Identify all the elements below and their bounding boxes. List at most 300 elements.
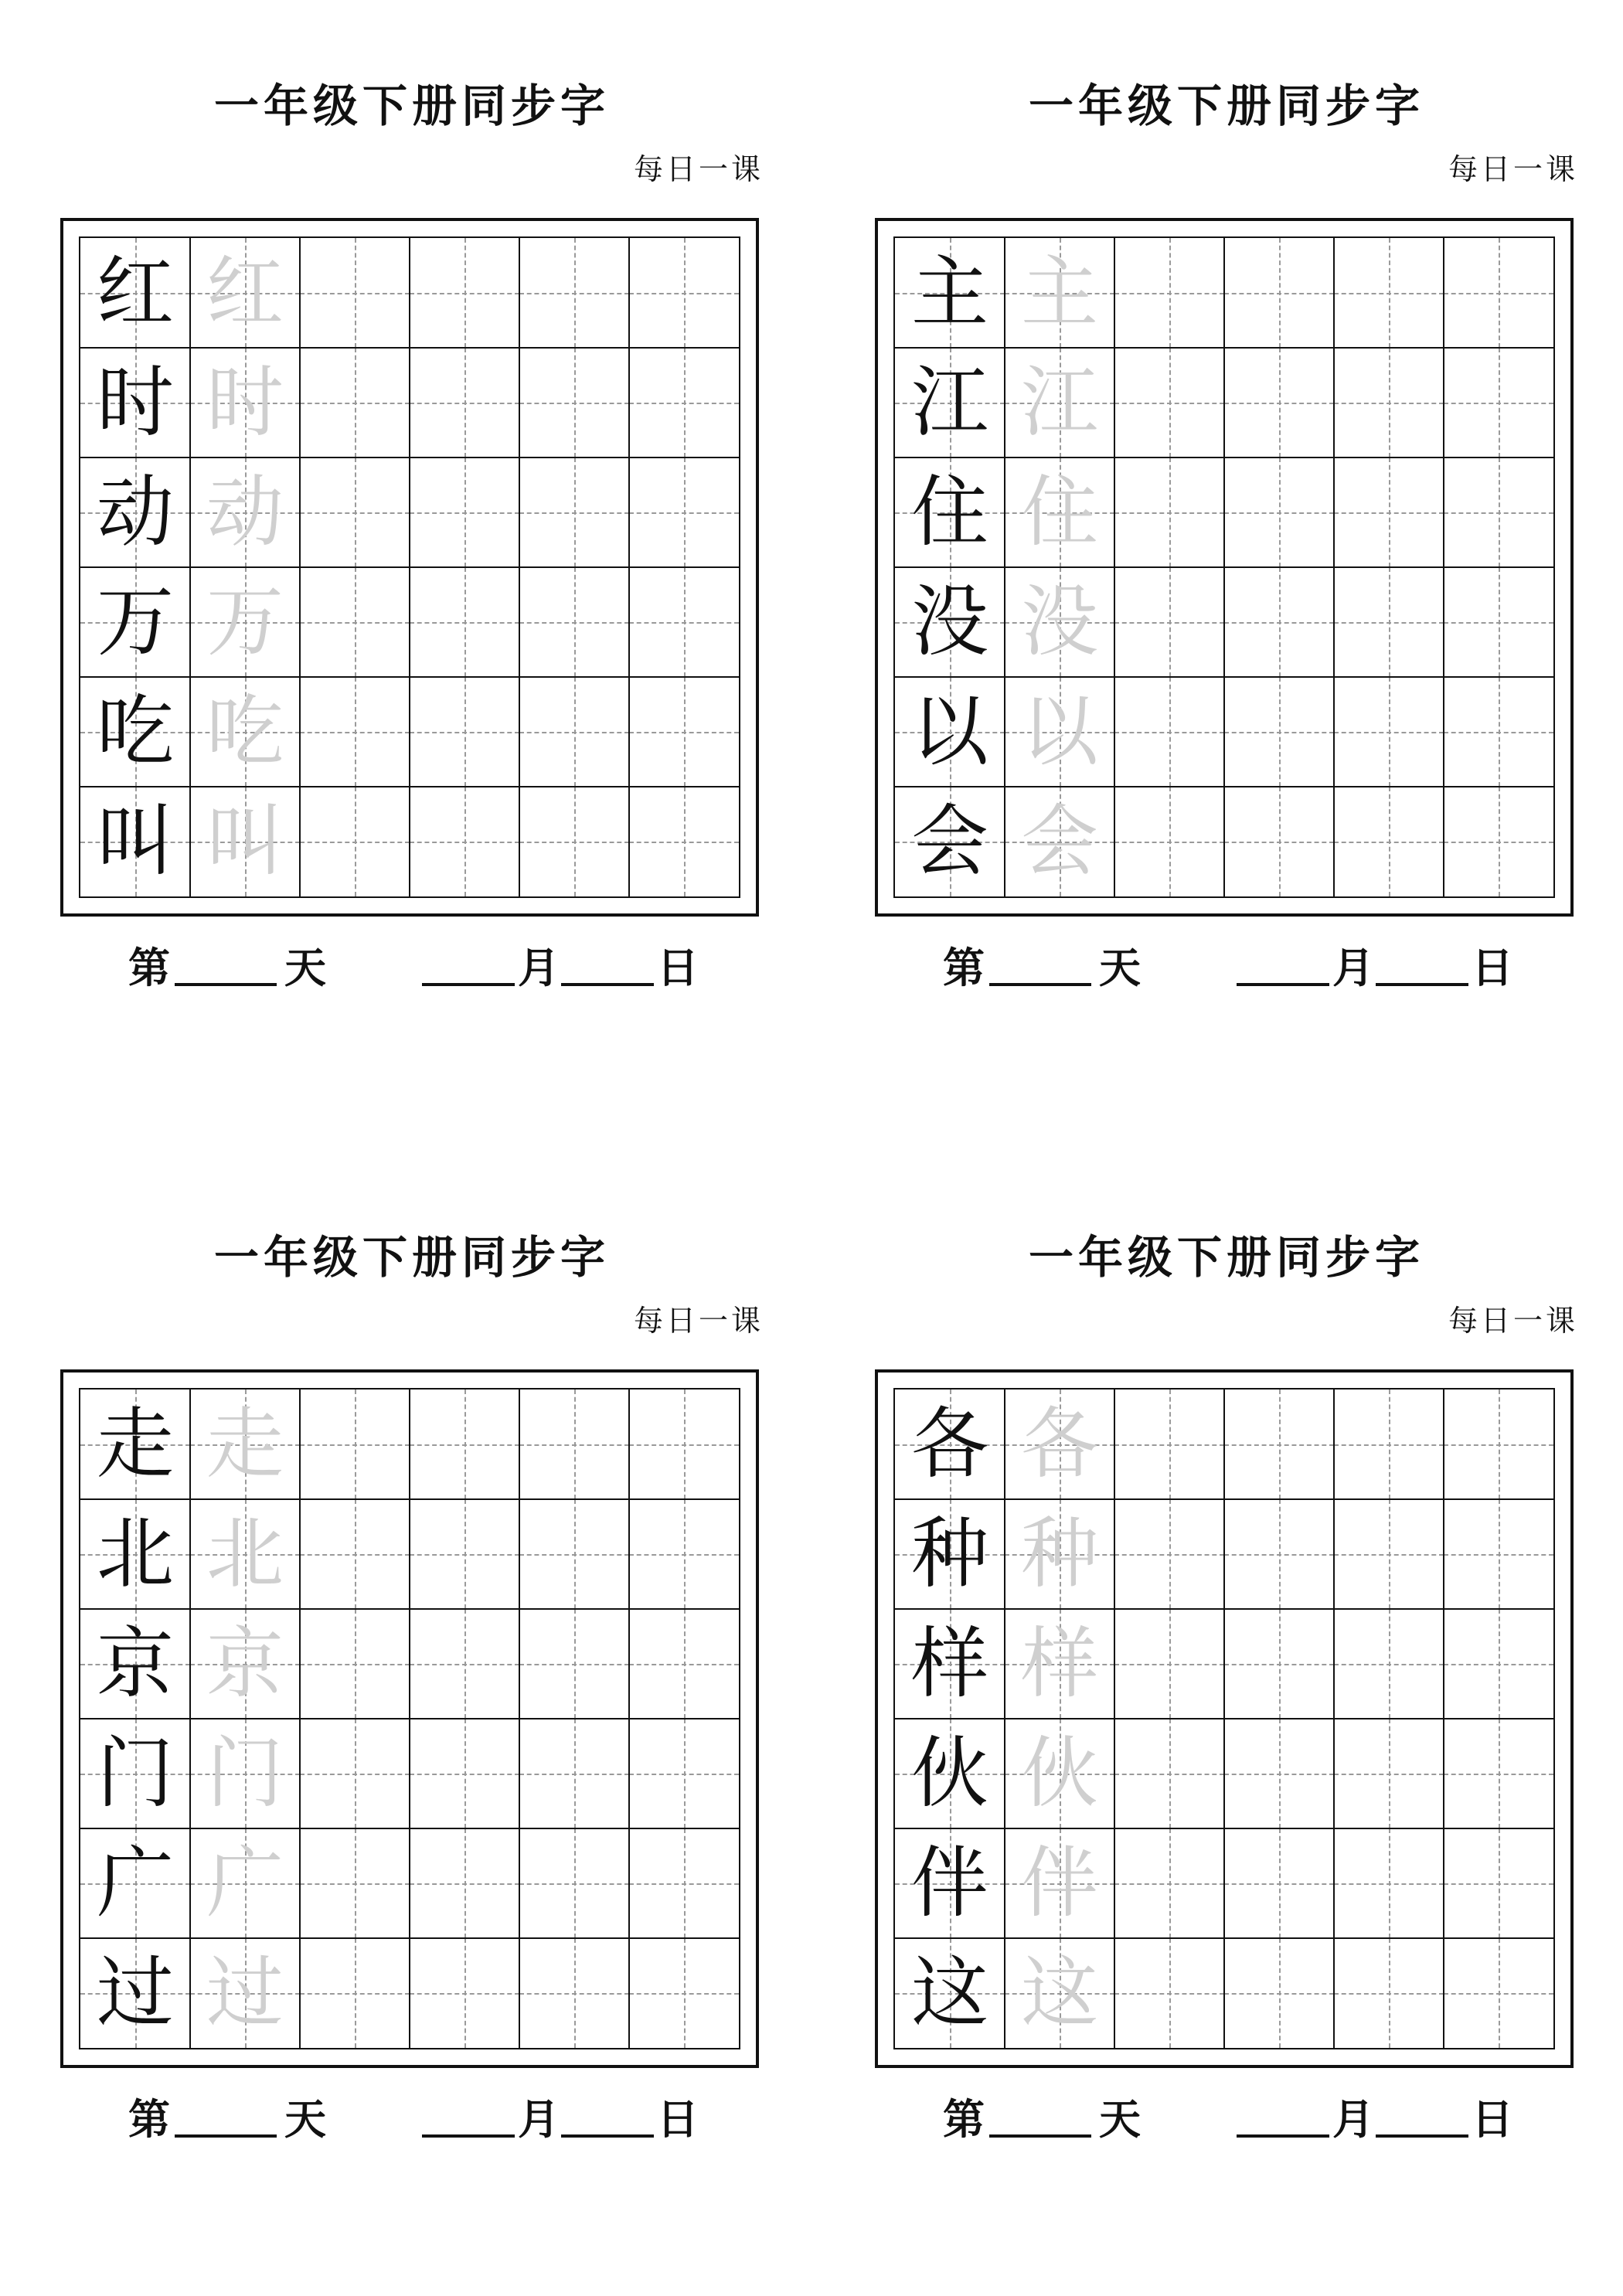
guide-line-horizontal — [1114, 1993, 1224, 1995]
date-footer — [875, 935, 1578, 992]
writing-cell[interactable] — [629, 567, 739, 677]
writing-cell[interactable] — [1114, 1499, 1224, 1609]
writing-cell[interactable] — [1444, 1828, 1553, 1938]
writing-cell[interactable] — [300, 457, 410, 567]
practice-grid — [79, 236, 740, 898]
guide-line-horizontal — [1444, 842, 1553, 843]
month-blank[interactable] — [422, 2134, 515, 2138]
model-character: 走 — [97, 1399, 174, 1489]
practice-grid-frame — [60, 218, 759, 917]
day-prefix-label: 第 — [943, 943, 985, 992]
writing-cell[interactable] — [1224, 1499, 1334, 1609]
date-blank[interactable] — [561, 983, 654, 986]
writing-cell[interactable] — [1114, 1828, 1224, 1938]
writing-cell[interactable] — [519, 1719, 629, 1828]
trace-character: 各 — [1021, 1399, 1098, 1489]
writing-cell[interactable] — [1334, 1390, 1444, 1499]
model-cell — [80, 787, 190, 896]
trace-character: 主 — [1021, 247, 1098, 338]
writing-cell[interactable] — [1334, 1719, 1444, 1828]
writing-cell[interactable] — [1334, 677, 1444, 787]
guide-line-horizontal — [1114, 512, 1224, 514]
trace-character: 红 — [206, 247, 284, 338]
model-cell — [80, 1938, 190, 2048]
writing-cell[interactable] — [300, 1609, 410, 1719]
date-footer — [60, 2087, 764, 2144]
guide-line-horizontal — [1334, 1774, 1444, 1775]
guide-line-horizontal — [300, 732, 410, 733]
trace-character: 京 — [206, 1618, 284, 1709]
guide-line-horizontal — [1114, 622, 1224, 624]
guide-line-horizontal — [410, 293, 519, 294]
writing-cell[interactable] — [300, 1499, 410, 1609]
guide-line-horizontal — [300, 1774, 410, 1775]
writing-cell[interactable] — [410, 1499, 519, 1609]
model-cell — [895, 1499, 1005, 1609]
trace-cell[interactable] — [1005, 1828, 1114, 1938]
guide-line-horizontal — [519, 1554, 629, 1556]
writing-cell[interactable] — [410, 457, 519, 567]
model-cell — [80, 348, 190, 457]
writing-cell[interactable] — [1114, 1938, 1224, 2048]
month-blank[interactable] — [1237, 2134, 1329, 2138]
trace-cell[interactable] — [1005, 567, 1114, 677]
day-suffix-label: 天 — [1099, 2094, 1141, 2144]
guide-line-horizontal — [410, 403, 519, 404]
model-character: 住 — [911, 467, 988, 557]
model-cell — [80, 1499, 190, 1609]
practice-grid-frame — [60, 1369, 759, 2068]
day-suffix-label: 天 — [284, 2094, 326, 2144]
guide-line-horizontal — [410, 1554, 519, 1556]
trace-cell[interactable] — [190, 238, 300, 348]
sheet-title: 一年级下册同步字 — [1028, 80, 1424, 132]
practice-grid-frame — [875, 1369, 1574, 2068]
writing-cell[interactable] — [1224, 1609, 1334, 1719]
writing-cell[interactable] — [410, 1609, 519, 1719]
day-suffix-label: 天 — [284, 943, 326, 992]
model-cell — [895, 1938, 1005, 2048]
writing-cell[interactable] — [519, 457, 629, 567]
guide-line-horizontal — [410, 1444, 519, 1446]
trace-cell[interactable] — [190, 677, 300, 787]
sheet-title: 一年级下册同步字 — [213, 80, 610, 132]
guide-line-horizontal — [1114, 1774, 1224, 1775]
writing-cell[interactable] — [1114, 1390, 1224, 1499]
model-character: 动 — [97, 467, 174, 557]
writing-cell[interactable] — [1224, 1828, 1334, 1938]
sheet-subtitle: 每日一课 — [633, 1304, 764, 1338]
trace-cell[interactable] — [190, 1719, 300, 1828]
writing-cell[interactable] — [1444, 787, 1553, 896]
writing-cell[interactable] — [629, 1719, 739, 1828]
writing-cell[interactable] — [629, 1499, 739, 1609]
guide-line-horizontal — [410, 1774, 519, 1775]
trace-character: 伴 — [1021, 1838, 1098, 1928]
writing-cell[interactable] — [1444, 1719, 1553, 1828]
trace-cell[interactable] — [1005, 787, 1114, 896]
trace-cell[interactable] — [1005, 1390, 1114, 1499]
writing-cell[interactable] — [1444, 238, 1553, 348]
writing-cell[interactable] — [1114, 567, 1224, 677]
guide-line-horizontal — [519, 1774, 629, 1775]
trace-character: 万 — [206, 577, 284, 667]
writing-cell[interactable] — [1444, 1938, 1553, 2048]
trace-character: 吃 — [206, 686, 284, 777]
model-character: 门 — [97, 1728, 174, 1818]
day-number-blank[interactable] — [175, 983, 277, 986]
writing-cell[interactable] — [410, 1828, 519, 1938]
model-character: 万 — [97, 577, 174, 667]
guide-line-horizontal — [410, 1993, 519, 1995]
model-cell — [895, 1390, 1005, 1499]
trace-cell[interactable] — [190, 1828, 300, 1938]
trace-cell[interactable] — [1005, 348, 1114, 457]
month-blank[interactable] — [1237, 983, 1329, 986]
guide-line-horizontal — [519, 1883, 629, 1885]
model-character: 北 — [97, 1509, 174, 1599]
model-cell — [80, 1828, 190, 1938]
writing-cell[interactable] — [1114, 1719, 1224, 1828]
trace-cell[interactable] — [1005, 238, 1114, 348]
writing-cell[interactable] — [1444, 1390, 1553, 1499]
guide-line-horizontal — [629, 1664, 739, 1665]
writing-cell[interactable] — [1224, 567, 1334, 677]
date-blank[interactable] — [561, 2134, 654, 2138]
model-character: 广 — [97, 1838, 174, 1928]
guide-line-horizontal — [1334, 1883, 1444, 1885]
writing-cell[interactable] — [300, 677, 410, 787]
trace-character: 种 — [1021, 1509, 1098, 1599]
guide-line-horizontal — [1444, 1774, 1553, 1775]
writing-cell[interactable] — [519, 238, 629, 348]
writing-cell[interactable] — [519, 567, 629, 677]
date-label: 日 — [657, 2094, 699, 2144]
writing-cell[interactable] — [300, 1938, 410, 2048]
trace-character: 伙 — [1021, 1728, 1098, 1818]
model-character: 江 — [911, 357, 988, 447]
guide-line-horizontal — [1224, 1554, 1334, 1556]
guide-line-horizontal — [1114, 403, 1224, 404]
writing-cell[interactable] — [629, 1828, 739, 1938]
writing-cell[interactable] — [410, 787, 519, 896]
date-label: 日 — [1472, 2094, 1513, 2144]
trace-cell[interactable] — [190, 348, 300, 457]
writing-cell[interactable] — [1444, 567, 1553, 677]
model-character: 种 — [911, 1509, 988, 1599]
day-prefix-label: 第 — [128, 943, 170, 992]
trace-cell[interactable] — [1005, 1719, 1114, 1828]
guide-line-horizontal — [410, 842, 519, 843]
guide-line-horizontal — [1224, 622, 1334, 624]
guide-line-horizontal — [1224, 732, 1334, 733]
date-footer — [875, 2087, 1578, 2144]
model-character: 伙 — [911, 1728, 988, 1818]
guide-line-horizontal — [629, 1554, 739, 1556]
guide-line-horizontal — [300, 1993, 410, 1995]
guide-line-horizontal — [1334, 842, 1444, 843]
guide-line-horizontal — [629, 732, 739, 733]
writing-cell[interactable] — [1114, 677, 1224, 787]
model-character: 叫 — [97, 796, 174, 886]
writing-cell[interactable] — [629, 677, 739, 787]
writing-cell[interactable] — [1224, 238, 1334, 348]
sheet-title: 一年级下册同步字 — [213, 1231, 610, 1284]
model-character: 这 — [911, 1947, 988, 2038]
writing-cell[interactable] — [1224, 348, 1334, 457]
practice-grid-frame — [875, 218, 1574, 917]
guide-line-horizontal — [519, 293, 629, 294]
guide-line-horizontal — [519, 622, 629, 624]
writing-cell[interactable] — [1444, 1609, 1553, 1719]
trace-character: 叫 — [206, 796, 284, 886]
writing-cell[interactable] — [1224, 1719, 1334, 1828]
writing-cell[interactable] — [629, 787, 739, 896]
writing-cell[interactable] — [629, 1609, 739, 1719]
writing-cell[interactable] — [410, 1719, 519, 1828]
writing-cell[interactable] — [300, 1828, 410, 1938]
writing-cell[interactable] — [1334, 1609, 1444, 1719]
guide-line-horizontal — [410, 622, 519, 624]
date-blank[interactable] — [1376, 983, 1468, 986]
writing-cell[interactable] — [410, 348, 519, 457]
writing-cell[interactable] — [519, 677, 629, 787]
trace-cell[interactable] — [190, 567, 300, 677]
writing-cell[interactable] — [519, 348, 629, 457]
writing-cell[interactable] — [300, 787, 410, 896]
sheet-title: 一年级下册同步字 — [1028, 1231, 1424, 1284]
model-cell — [80, 567, 190, 677]
guide-line-horizontal — [519, 512, 629, 514]
writing-cell[interactable] — [300, 348, 410, 457]
trace-cell[interactable] — [1005, 1938, 1114, 2048]
writing-cell[interactable] — [629, 348, 739, 457]
model-cell — [895, 238, 1005, 348]
trace-character: 门 — [206, 1728, 284, 1818]
model-character: 没 — [911, 577, 988, 667]
model-cell — [80, 457, 190, 567]
guide-line-horizontal — [1224, 1883, 1334, 1885]
day-number-blank[interactable] — [989, 2134, 1091, 2138]
writing-cell[interactable] — [300, 1719, 410, 1828]
writing-cell[interactable] — [1334, 1938, 1444, 2048]
writing-cell[interactable] — [1114, 348, 1224, 457]
trace-character: 过 — [206, 1947, 284, 2038]
guide-line-horizontal — [519, 1664, 629, 1665]
guide-line-horizontal — [1334, 622, 1444, 624]
trace-character: 广 — [206, 1838, 284, 1928]
trace-character: 时 — [206, 357, 284, 447]
writing-cell[interactable] — [629, 457, 739, 567]
writing-cell[interactable] — [410, 567, 519, 677]
model-cell — [895, 1719, 1005, 1828]
writing-cell[interactable] — [1334, 238, 1444, 348]
guide-line-horizontal — [629, 622, 739, 624]
guide-line-horizontal — [1224, 1993, 1334, 1995]
model-cell — [895, 1828, 1005, 1938]
model-character: 时 — [97, 357, 174, 447]
writing-cell[interactable] — [519, 1609, 629, 1719]
guide-line-horizontal — [629, 842, 739, 843]
trace-character: 住 — [1021, 467, 1098, 557]
guide-line-horizontal — [1444, 403, 1553, 404]
trace-cell[interactable] — [1005, 1609, 1114, 1719]
date-blank[interactable] — [1376, 2134, 1468, 2138]
model-character: 伴 — [911, 1838, 988, 1928]
date-label: 日 — [657, 943, 699, 992]
writing-cell[interactable] — [1444, 457, 1553, 567]
writing-cell[interactable] — [519, 1390, 629, 1499]
practice-sheet — [875, 0, 1578, 992]
writing-cell[interactable] — [519, 1828, 629, 1938]
writing-cell[interactable] — [519, 1938, 629, 2048]
day-number-blank[interactable] — [175, 2134, 277, 2138]
writing-cell[interactable] — [1224, 677, 1334, 787]
guide-line-horizontal — [300, 1554, 410, 1556]
guide-line-horizontal — [1444, 1554, 1553, 1556]
trace-cell[interactable] — [190, 1390, 300, 1499]
month-label: 月 — [518, 943, 560, 992]
model-cell — [80, 1390, 190, 1499]
guide-line-horizontal — [1224, 403, 1334, 404]
day-number-blank[interactable] — [989, 983, 1091, 986]
guide-line-horizontal — [1334, 1554, 1444, 1556]
guide-line-horizontal — [1114, 1883, 1224, 1885]
trace-cell[interactable] — [190, 787, 300, 896]
guide-line-horizontal — [1444, 1993, 1553, 1995]
writing-cell[interactable] — [410, 238, 519, 348]
writing-cell[interactable] — [1334, 457, 1444, 567]
writing-cell[interactable] — [410, 677, 519, 787]
guide-line-horizontal — [410, 732, 519, 733]
trace-character: 走 — [206, 1399, 284, 1489]
guide-line-horizontal — [1334, 1664, 1444, 1665]
guide-line-horizontal — [1224, 842, 1334, 843]
trace-character: 北 — [206, 1509, 284, 1599]
guide-line-horizontal — [1224, 1444, 1334, 1446]
model-character: 会 — [911, 796, 988, 886]
guide-line-horizontal — [300, 293, 410, 294]
guide-line-horizontal — [1444, 732, 1553, 733]
writing-cell[interactable] — [1224, 1390, 1334, 1499]
guide-line-horizontal — [629, 1993, 739, 1995]
trace-character: 样 — [1021, 1618, 1098, 1709]
sheet-subtitle: 每日一课 — [1448, 152, 1578, 186]
model-cell — [895, 457, 1005, 567]
practice-sheet — [60, 1151, 764, 2144]
writing-cell[interactable] — [519, 1499, 629, 1609]
trace-character: 以 — [1021, 686, 1098, 777]
writing-cell[interactable] — [1224, 1938, 1334, 2048]
writing-cell[interactable] — [629, 238, 739, 348]
sheet-subtitle: 每日一课 — [1448, 1304, 1578, 1338]
guide-line-horizontal — [1224, 512, 1334, 514]
guide-line-horizontal — [1444, 1444, 1553, 1446]
guide-line-horizontal — [1444, 622, 1553, 624]
guide-line-horizontal — [519, 842, 629, 843]
guide-line-horizontal — [1444, 1883, 1553, 1885]
guide-line-horizontal — [300, 512, 410, 514]
writing-cell[interactable] — [519, 787, 629, 896]
guide-line-horizontal — [519, 1993, 629, 1995]
trace-character: 动 — [206, 467, 284, 557]
writing-cell[interactable] — [1334, 1499, 1444, 1609]
guide-line-horizontal — [300, 1664, 410, 1665]
writing-cell[interactable] — [1334, 348, 1444, 457]
writing-cell[interactable] — [1114, 1609, 1224, 1719]
guide-line-horizontal — [519, 1444, 629, 1446]
guide-line-horizontal — [1224, 1774, 1334, 1775]
writing-cell[interactable] — [1444, 348, 1553, 457]
writing-cell[interactable] — [1224, 457, 1334, 567]
writing-cell[interactable] — [410, 1390, 519, 1499]
writing-cell[interactable] — [1224, 787, 1334, 896]
guide-line-horizontal — [300, 403, 410, 404]
writing-cell[interactable] — [629, 1390, 739, 1499]
writing-cell[interactable] — [1334, 1828, 1444, 1938]
writing-cell[interactable] — [1334, 787, 1444, 896]
writing-cell[interactable] — [629, 1938, 739, 2048]
trace-cell[interactable] — [190, 1938, 300, 2048]
month-blank[interactable] — [422, 983, 515, 986]
model-cell — [895, 1609, 1005, 1719]
day-prefix-label: 第 — [943, 2094, 985, 2144]
model-cell — [80, 238, 190, 348]
model-cell — [895, 348, 1005, 457]
day-prefix-label: 第 — [128, 2094, 170, 2144]
trace-cell[interactable] — [190, 457, 300, 567]
trace-cell[interactable] — [1005, 677, 1114, 787]
guide-line-horizontal — [1114, 293, 1224, 294]
model-character: 以 — [911, 686, 988, 777]
guide-line-horizontal — [1334, 293, 1444, 294]
practice-grid — [893, 1388, 1555, 2049]
date-label: 日 — [1472, 943, 1513, 992]
model-character: 各 — [911, 1399, 988, 1489]
model-cell — [80, 1609, 190, 1719]
guide-line-horizontal — [410, 1664, 519, 1665]
trace-cell[interactable] — [1005, 1499, 1114, 1609]
guide-line-horizontal — [300, 842, 410, 843]
month-label: 月 — [1332, 2094, 1374, 2144]
guide-line-horizontal — [1114, 1444, 1224, 1446]
writing-cell[interactable] — [1114, 238, 1224, 348]
model-character: 红 — [97, 247, 174, 338]
writing-cell[interactable] — [1444, 677, 1553, 787]
trace-cell[interactable] — [190, 1609, 300, 1719]
trace-cell[interactable] — [190, 1499, 300, 1609]
guide-line-horizontal — [410, 512, 519, 514]
writing-cell[interactable] — [300, 1390, 410, 1499]
guide-line-horizontal — [1114, 1554, 1224, 1556]
writing-cell[interactable] — [1334, 567, 1444, 677]
writing-cell[interactable] — [1114, 787, 1224, 896]
guide-line-horizontal — [1114, 1664, 1224, 1665]
writing-cell[interactable] — [300, 238, 410, 348]
trace-cell[interactable] — [1005, 457, 1114, 567]
writing-cell[interactable] — [1444, 1499, 1553, 1609]
practice-sheet — [60, 0, 764, 992]
writing-cell[interactable] — [1114, 457, 1224, 567]
writing-cell[interactable] — [300, 567, 410, 677]
practice-sheet — [875, 1151, 1578, 2144]
guide-line-horizontal — [300, 1444, 410, 1446]
month-label: 月 — [1332, 943, 1374, 992]
guide-line-horizontal — [1444, 512, 1553, 514]
writing-cell[interactable] — [410, 1938, 519, 2048]
guide-line-horizontal — [1334, 512, 1444, 514]
guide-line-horizontal — [1334, 403, 1444, 404]
